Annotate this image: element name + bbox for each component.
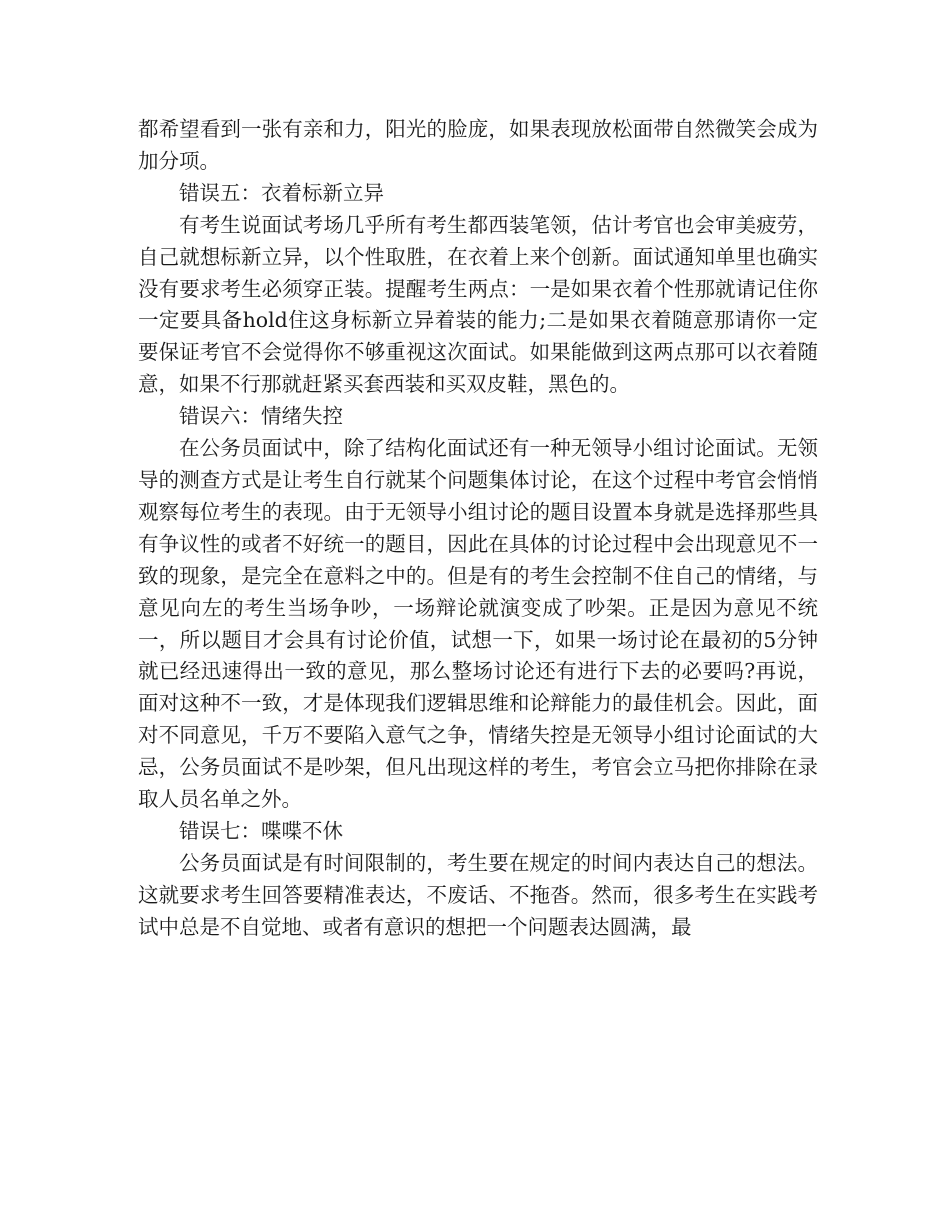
- paragraph-continuation: 都希望看到一张有亲和力，阳光的脸庞，如果表现放松面带自然微笑会成为加分项。: [138, 117, 818, 173]
- section-heading-error-6: 错误六：情绪失控: [179, 404, 343, 429]
- paragraph-error-5: 有考生说面试考场几乎所有考生都西装笔领，估计考官也会审美疲劳，自己就想标新立异，以个性取胜，在衣着上来个创新。面试通知单里也确实没有要求考生必须穿正装。提醒考生两点：一是如果衣着个性那就请记住你一定要具备hold住这身标新立异着装的能力;二是如果衣着随意那请你一定要保证考官不会觉得你不够重视这次面试。如果能做到这两点那可以衣着随意，如果不行那就赶紧买套西装和买双皮鞋，黑色的。: [138, 212, 818, 397]
- paragraph-error-6: 在公务员面试中，除了结构化面试还有一种无领导小组讨论面试。无领导的测查方式是让考生自行就某个问题集体讨论，在这个过程中考官会悄悄观察每位考生的表现。由于无领导小组讨论的题目设置本身就是选择那些具有争议性的或者不好统一的题目，因此在具体的讨论过程中会出现意见不一致的现象，是完全在意料之中的。但是有的考生会控制不住自己的情绪，与意见向左的考生当场争吵，一场辩论就演变成了吵架。正是因为意见不统一，所以题目才会具有讨论价值，试想一下，如果一场讨论在最初的5分钟就已经迅速得出一致的意见，那么整场讨论还有进行下去的必要吗?再说，面对这种不一致，才是体现我们逻辑思维和论辩能力的最佳机会。因此，面对不同意见，千万不要陷入意气之争，情绪失控是无领导小组讨论面试的大忌，公务员面试不是吵架，但凡出现这样的考生，考官会立马把你排除在录取人员名单之外。: [138, 436, 818, 812]
- section-heading-error-5: 错误五：衣着标新立异: [179, 180, 384, 205]
- section-heading-error-7: 错误七：喋喋不休: [179, 818, 343, 843]
- document-body: [138, 114, 818, 944]
- paragraph-error-7: 公务员面试是有时间限制的，考生要在规定的时间内表达自己的想法。这就要求考生回答要精准表达，不废话、不拖沓。然而，很多考生在实践考试中总是不自觉地、或者有意识的想把一个问题表达圆满，最: [138, 850, 818, 939]
